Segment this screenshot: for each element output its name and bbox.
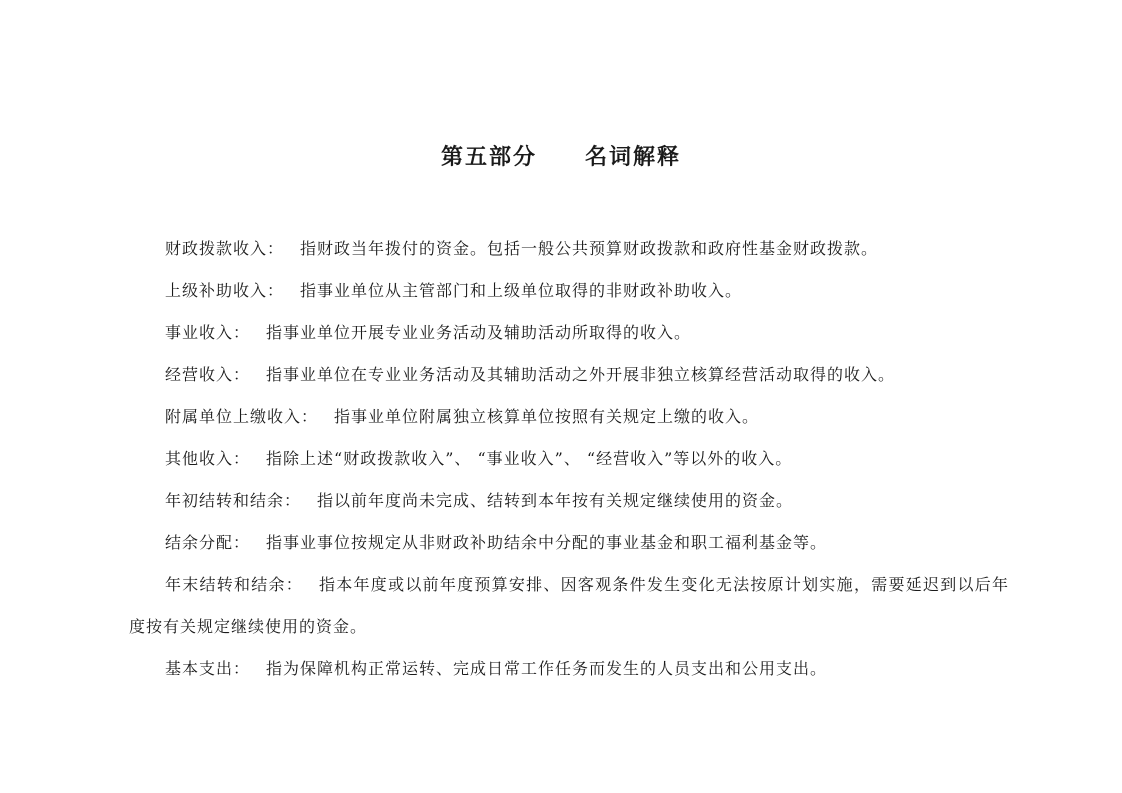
definition-paragraph bbox=[129, 480, 1009, 522]
definition-text: 指事业单位从主管部门和上级单位取得的非财政补助收入。 bbox=[300, 281, 743, 300]
definition-text: 指除上述“财政拨款收入”、 “事业收入”、 “经营收入”等以外的收入。 bbox=[266, 449, 793, 468]
definition-term: 上级补助收入： bbox=[165, 281, 285, 300]
definition-paragraph bbox=[129, 270, 1009, 312]
definition-text: 指事业事位按规定从非财政补助结余中分配的事业基金和职工福利基金等。 bbox=[266, 533, 828, 552]
definition-paragraph bbox=[129, 228, 1009, 270]
title-part-number: 第五部分 bbox=[440, 145, 537, 170]
definition-term: 经营收入： bbox=[165, 365, 251, 384]
definition-term: 年初结转和结余： bbox=[165, 491, 302, 510]
definition-paragraph bbox=[129, 396, 1009, 438]
definition-text: 指以前年度尚未完成、结转到本年按有关规定继续使用的资金。 bbox=[317, 491, 794, 510]
definition-paragraph bbox=[129, 522, 1009, 564]
definition-paragraph bbox=[129, 312, 1009, 354]
definition-text: 指本年度或以前年度预算安排、因客观条件发生变化无法按原计划实施，需要延迟到以后年度按有关规定继续使用的资金。 bbox=[129, 575, 1009, 636]
definition-term: 其他收入： bbox=[165, 449, 251, 468]
definition-text: 指事业单位开展专业业务活动及辅助活动所取得的收入。 bbox=[266, 323, 692, 342]
definition-paragraph bbox=[129, 648, 1009, 690]
definition-text: 指事业单位在专业业务活动及其辅助活动之外开展非独立核算经营活动取得的收入。 bbox=[266, 365, 896, 384]
definition-text: 指财政当年拨付的资金。包括一般公共预算财政拨款和政府性基金财政拨款。 bbox=[300, 239, 879, 258]
definition-term: 事业收入： bbox=[165, 323, 251, 342]
definition-paragraph bbox=[129, 354, 1009, 396]
definition-term: 基本支出： bbox=[165, 659, 251, 678]
definition-term: 附属单位上缴收入： bbox=[165, 407, 319, 426]
definition-term: 结余分配： bbox=[165, 533, 251, 552]
definition-paragraph bbox=[129, 564, 1009, 648]
definition-paragraph bbox=[129, 438, 1009, 480]
definitions-list bbox=[129, 228, 1009, 690]
title-section-name: 名词解释 bbox=[585, 145, 682, 170]
definition-term: 年末结转和结余： bbox=[165, 575, 304, 594]
definition-text: 指事业单位附属独立核算单位按照有关规定上缴的收入。 bbox=[334, 407, 760, 426]
definition-text: 指为保障机构正常运转、完成日常工作任务而发生的人员支出和公用支出。 bbox=[266, 659, 828, 678]
page-title bbox=[0, 140, 1122, 171]
definition-term: 财政拨款收入： bbox=[165, 239, 285, 258]
